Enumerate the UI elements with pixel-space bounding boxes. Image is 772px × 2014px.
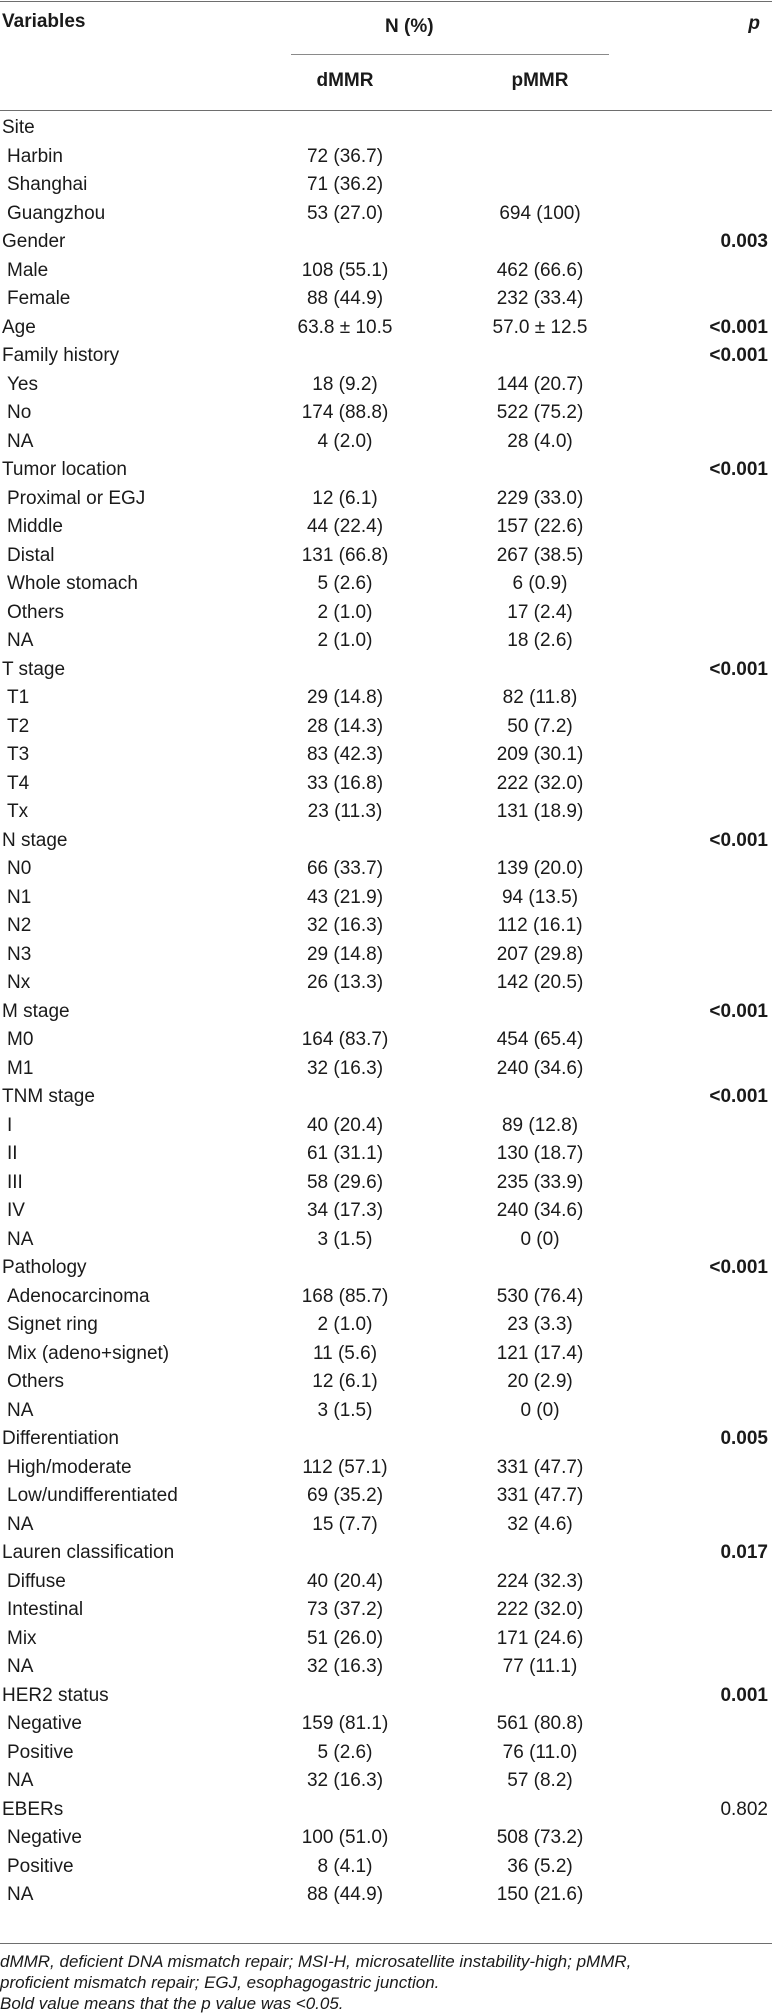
- row-label: Mix (adeno+signet): [7, 1342, 170, 1364]
- table-row: [0, 941, 772, 970]
- row-label: Intestinal: [7, 1599, 84, 1620]
- dmmr-cell: 11 (5.6): [312, 1342, 378, 1364]
- row-label: Harbin: [7, 145, 63, 167]
- dmmr-cell: 69 (35.2): [306, 1485, 384, 1506]
- dmmr-cell: 8 (4.1): [317, 1855, 373, 1877]
- header-pmmr: pMMR: [511, 70, 569, 91]
- row-label: NA: [7, 1228, 34, 1250]
- pmmr-cell: 331 (47.7): [496, 1485, 584, 1506]
- dmmr-cell: 174 (88.8): [301, 402, 389, 423]
- row-label: T2: [7, 715, 30, 737]
- category-label: Family history: [2, 345, 120, 366]
- table-row: [0, 1112, 772, 1141]
- dmmr-cell: 2 (1.0): [317, 630, 373, 651]
- row-label: NA: [7, 430, 34, 452]
- table-row: [0, 884, 772, 913]
- dmmr-cell: 159 (81.1): [301, 1713, 389, 1734]
- row-label: M1: [7, 1057, 34, 1079]
- dmmr-cell: 43 (21.9): [306, 886, 384, 908]
- pmmr-cell: 454 (65.4): [496, 1029, 584, 1050]
- dmmr-cell: 33 (16.8): [306, 772, 384, 794]
- table-row: [0, 1596, 772, 1625]
- pmmr-cell: 522 (75.2): [496, 402, 584, 423]
- p-value-cell: 0.802: [720, 1798, 768, 1820]
- pmmr-cell: 130 (18.7): [496, 1143, 584, 1164]
- p-value-cell: <0.001: [709, 1000, 768, 1022]
- header-p: p: [748, 13, 760, 34]
- dmmr-cell: 88 (44.9): [306, 1884, 384, 1905]
- category-label: T stage: [2, 658, 66, 680]
- row-label: N0: [7, 858, 32, 879]
- dmmr-cell: 29 (14.8): [306, 943, 384, 965]
- table-row: [0, 1853, 772, 1882]
- pmmr-cell: 561 (80.8): [496, 1713, 584, 1734]
- table-row: [0, 1140, 772, 1169]
- pmmr-cell: 32 (4.6): [507, 1513, 573, 1535]
- dmmr-cell: 40 (20.4): [306, 1114, 384, 1136]
- row-label: Distal: [7, 544, 55, 566]
- dmmr-cell: 32 (16.3): [306, 915, 384, 936]
- pmmr-cell: 222 (32.0): [496, 1599, 584, 1620]
- category-label: Tumor location: [2, 459, 127, 480]
- pmmr-cell: 28 (4.0): [507, 430, 573, 452]
- dmmr-cell: 3 (1.5): [317, 1399, 373, 1421]
- dmmr-cell: 100 (51.0): [301, 1827, 389, 1848]
- dmmr-cell: 32 (16.3): [306, 1656, 384, 1677]
- dmmr-cell: 108 (55.1): [301, 259, 389, 281]
- row-label: Yes: [7, 373, 38, 395]
- dmmr-cell: 88 (44.9): [306, 288, 384, 309]
- row-label: Positive: [7, 1741, 74, 1763]
- category-row: [0, 114, 772, 143]
- table-row: [0, 1169, 772, 1198]
- pmmr-cell: 18 (2.6): [507, 630, 573, 651]
- row-label: Adenocarcinoma: [7, 1285, 150, 1307]
- header-dmmr: dMMR: [316, 70, 374, 91]
- pmmr-cell: 224 (32.3): [496, 1570, 584, 1592]
- row-label: Middle: [7, 516, 63, 537]
- row-label: Nx: [7, 972, 31, 993]
- dmmr-cell: 44 (22.4): [306, 516, 384, 537]
- pmmr-cell: 17 (2.4): [507, 601, 573, 623]
- pmmr-cell: 229 (33.0): [496, 487, 584, 509]
- p-value-cell: <0.001: [709, 316, 768, 338]
- p-value-cell: <0.001: [709, 459, 768, 480]
- table-row: [0, 855, 772, 884]
- pmmr-cell: 0 (0): [520, 1228, 560, 1250]
- table-row: [0, 1653, 772, 1682]
- row-label: Positive: [7, 1855, 74, 1877]
- dmmr-cell: 73 (37.2): [306, 1599, 384, 1620]
- table-row: [0, 798, 772, 827]
- footnotes: [0, 1951, 772, 2014]
- category-label: M stage: [2, 1000, 70, 1022]
- category-row: [0, 1425, 772, 1454]
- pmmr-cell: 121 (17.4): [496, 1342, 584, 1364]
- dmmr-cell: 63.8 ± 10.5: [297, 316, 393, 338]
- category-label: Lauren classification: [2, 1542, 175, 1563]
- table-row: [0, 684, 772, 713]
- table-row: [0, 1226, 772, 1255]
- dmmr-cell: 23 (11.3): [307, 801, 383, 822]
- row-label: Others: [7, 601, 65, 623]
- pmmr-cell: 235 (33.9): [496, 1171, 584, 1193]
- category-label: Gender: [2, 231, 66, 252]
- table-row: [0, 200, 772, 229]
- category-label: N stage: [2, 829, 68, 851]
- row-label: High/moderate: [7, 1456, 132, 1478]
- table-row: [0, 1283, 772, 1312]
- category-row: [0, 1682, 772, 1711]
- row-label: NA: [7, 630, 34, 651]
- pmmr-cell: 36 (5.2): [507, 1855, 573, 1877]
- table-row: [0, 1739, 772, 1768]
- dmmr-cell: 12 (6.1): [312, 487, 378, 509]
- row-label: Others: [7, 1371, 65, 1392]
- table-row: [0, 1454, 772, 1483]
- row-label: N3: [7, 943, 32, 965]
- pmmr-cell: 57 (8.2): [507, 1770, 573, 1791]
- dmmr-cell: 4 (2.0): [317, 430, 373, 452]
- category-row: [0, 228, 772, 257]
- row-label: Mix: [7, 1627, 37, 1649]
- table-row: [0, 1311, 772, 1340]
- dmmr-cell: 15 (7.7): [312, 1513, 378, 1535]
- row-label: Signet ring: [7, 1314, 98, 1335]
- table-row: [0, 485, 772, 514]
- dmmr-cell: 5 (2.6): [317, 1741, 373, 1763]
- table-row: [0, 741, 772, 770]
- pmmr-cell: 150 (21.6): [496, 1884, 584, 1905]
- p-value-cell: 0.005: [720, 1428, 768, 1449]
- row-label: N1: [7, 886, 32, 908]
- table-row: [0, 1055, 772, 1084]
- dmmr-cell: 18 (9.2): [312, 373, 378, 395]
- p-value-cell: <0.001: [709, 829, 768, 851]
- row-label: Guangzhou: [7, 202, 106, 224]
- dmmr-cell: 61 (31.1): [306, 1143, 384, 1164]
- pmmr-cell: 240 (34.6): [496, 1200, 584, 1221]
- row-label: Male: [7, 259, 49, 281]
- table-row: [0, 1197, 772, 1226]
- table-row: [0, 171, 772, 200]
- footnote-line: dMMR, deficient DNA mismatch repair; MSI-H, microsatellite instability-high; pMMR,: [0, 1952, 632, 1971]
- table-row: [0, 1767, 772, 1796]
- footnote-line: proficient mismatch repair; EGJ, esophagogastric junction.: [0, 1973, 440, 1992]
- pmmr-cell: 20 (2.9): [507, 1371, 573, 1392]
- dmmr-cell: 5 (2.6): [317, 573, 373, 594]
- p-value-cell: <0.001: [709, 1257, 768, 1278]
- row-label: NA: [7, 1884, 34, 1905]
- category-label: TNM stage: [2, 1086, 95, 1107]
- pmmr-cell: 267 (38.5): [496, 544, 584, 566]
- pmmr-cell: 131 (18.9): [496, 801, 584, 822]
- pmmr-cell: 157 (22.6): [496, 516, 584, 537]
- row-label: Proximal or EGJ: [7, 487, 146, 509]
- table-row: [0, 912, 772, 941]
- dmmr-cell: 51 (26.0): [306, 1627, 384, 1649]
- pmmr-cell: 694 (100): [499, 202, 581, 224]
- pmmr-cell: 144 (20.7): [496, 373, 584, 395]
- dmmr-cell: 32 (16.3): [306, 1770, 384, 1791]
- pmmr-cell: 82 (11.8): [502, 687, 578, 708]
- table-row: [0, 1824, 772, 1853]
- dmmr-cell: 34 (17.3): [306, 1200, 384, 1221]
- table-row: [0, 257, 772, 286]
- dmmr-cell: 40 (20.4): [306, 1570, 384, 1592]
- dmmr-cell: 32 (16.3): [306, 1057, 384, 1079]
- dmmr-cell: 26 (13.3): [306, 972, 384, 993]
- dmmr-cell: 2 (1.0): [317, 1314, 373, 1335]
- table-row: [0, 1340, 772, 1369]
- row-label: Whole stomach: [7, 573, 138, 594]
- dmmr-cell: 71 (36.2): [306, 174, 384, 195]
- table-row: [0, 399, 772, 428]
- pmmr-cell: 207 (29.8): [496, 943, 584, 965]
- row-label: Shanghai: [7, 174, 88, 195]
- pmmr-cell: 6 (0.9): [512, 573, 568, 594]
- row-label: II: [7, 1143, 18, 1164]
- dmmr-cell: 3 (1.5): [317, 1228, 373, 1250]
- pmmr-cell: 240 (34.6): [496, 1057, 584, 1079]
- table-row: [0, 1397, 772, 1426]
- pmmr-cell: 23 (3.3): [507, 1314, 573, 1335]
- dmmr-cell: 28 (14.3): [306, 715, 384, 737]
- row-label: No: [7, 402, 32, 423]
- category-label: HER2 status: [2, 1684, 109, 1706]
- table-row: [0, 428, 772, 457]
- category-row: [0, 998, 772, 1027]
- dmmr-cell: 58 (29.6): [306, 1171, 384, 1193]
- p-value-cell: 0.003: [720, 231, 768, 252]
- row-label: T1: [7, 687, 30, 708]
- bottom-rule: [0, 1943, 772, 1944]
- table-row: [0, 969, 772, 998]
- dmmr-cell: 29 (14.8): [306, 687, 384, 708]
- category-row: [0, 1083, 772, 1112]
- row-label: Negative: [7, 1713, 82, 1734]
- pmmr-cell: 50 (7.2): [507, 715, 573, 737]
- table-row: [0, 1881, 772, 1910]
- p-value-cell: <0.001: [709, 1086, 768, 1107]
- row-label: NA: [7, 1656, 34, 1677]
- table-row: [0, 627, 772, 656]
- table-row: [0, 713, 772, 742]
- pmmr-cell: 112 (16.1): [497, 915, 583, 936]
- category-row: [0, 456, 772, 485]
- table-row: [0, 1625, 772, 1654]
- pmmr-cell: 171 (24.6): [496, 1627, 584, 1649]
- dmmr-cell: 53 (27.0): [306, 202, 384, 224]
- row-label: M0: [7, 1029, 34, 1050]
- pmmr-cell: 94 (13.5): [501, 886, 579, 908]
- dmmr-cell: 72 (36.7): [306, 145, 384, 167]
- dmmr-cell: 168 (85.7): [301, 1285, 389, 1307]
- pmmr-cell: 222 (32.0): [496, 772, 584, 794]
- row-label: Tx: [7, 801, 29, 822]
- dmmr-cell: 2 (1.0): [317, 601, 373, 623]
- pmmr-cell: 232 (33.4): [496, 288, 584, 309]
- pmmr-cell: 57.0 ± 12.5: [492, 316, 588, 338]
- row-label: I: [7, 1114, 13, 1136]
- row-label: Diffuse: [7, 1570, 66, 1592]
- table-row: [0, 1026, 772, 1055]
- table-row: [0, 143, 772, 172]
- pmmr-cell: 139 (20.0): [496, 858, 584, 879]
- dmmr-cell: 66 (33.7): [306, 858, 384, 879]
- category-label: EBERs: [2, 1798, 64, 1820]
- pmmr-cell: 77 (11.1): [502, 1656, 578, 1677]
- row-label: NA: [7, 1399, 34, 1421]
- table-row: [0, 1511, 772, 1540]
- table-row: [0, 1482, 772, 1511]
- category-row: [0, 314, 772, 343]
- row-label: N2: [7, 915, 32, 936]
- top-rule: [0, 1, 772, 2]
- dmmr-cell: 83 (42.3): [306, 744, 384, 765]
- table-row: [0, 1710, 772, 1739]
- category-row: [0, 342, 772, 371]
- pmmr-cell: 508 (73.2): [496, 1827, 584, 1848]
- p-value-cell: <0.001: [709, 345, 768, 366]
- pmmr-cell: 142 (20.5): [496, 972, 584, 993]
- p-value-cell: 0.017: [720, 1542, 768, 1563]
- header-n-percent: N (%): [385, 16, 434, 37]
- dmmr-cell: 112 (57.1): [302, 1456, 388, 1478]
- category-label: Differentiation: [2, 1428, 119, 1449]
- pmmr-cell: 89 (12.8): [501, 1114, 579, 1136]
- group-rule: [291, 54, 609, 55]
- table-row: [0, 542, 772, 571]
- category-label: Age: [2, 316, 36, 338]
- row-label: NA: [7, 1770, 34, 1791]
- p-value-cell: <0.001: [709, 658, 768, 680]
- table-row: [0, 770, 772, 799]
- table-row: [0, 570, 772, 599]
- category-label: Site: [2, 117, 35, 138]
- category-row: [0, 1796, 772, 1825]
- table-row: [0, 599, 772, 628]
- table-row: [0, 513, 772, 542]
- row-label: III: [7, 1171, 23, 1193]
- category-row: [0, 1539, 772, 1568]
- row-label: T4: [7, 772, 30, 794]
- table-row: [0, 1568, 772, 1597]
- header-variables: Variables: [2, 11, 86, 32]
- table-row: [0, 1368, 772, 1397]
- pmmr-cell: 462 (66.6): [496, 259, 584, 281]
- row-label: NA: [7, 1513, 34, 1535]
- row-label: Negative: [7, 1827, 82, 1848]
- footnote-line: Bold value means that the p value was <0.05.: [0, 1994, 344, 2013]
- dmmr-cell: 164 (83.7): [301, 1029, 389, 1050]
- table-row: [0, 285, 772, 314]
- category-label: Pathology: [2, 1257, 87, 1278]
- pmmr-cell: 0 (0): [520, 1399, 560, 1421]
- pmmr-cell: 209 (30.1): [496, 744, 584, 765]
- row-label: T3: [7, 744, 30, 765]
- p-value-cell: 0.001: [720, 1684, 768, 1706]
- category-row: [0, 827, 772, 856]
- table-row: [0, 371, 772, 400]
- pmmr-cell: 76 (11.0): [502, 1741, 578, 1763]
- row-label: Low/undifferentiated: [7, 1485, 178, 1506]
- pmmr-cell: 530 (76.4): [496, 1285, 584, 1307]
- category-row: [0, 1254, 772, 1283]
- pmmr-cell: 331 (47.7): [496, 1456, 584, 1478]
- row-label: Female: [7, 288, 71, 309]
- category-row: [0, 656, 772, 685]
- dmmr-cell: 12 (6.1): [312, 1371, 378, 1392]
- header-rule: [0, 110, 772, 111]
- row-label: IV: [7, 1200, 25, 1221]
- dmmr-cell: 131 (66.8): [301, 544, 389, 566]
